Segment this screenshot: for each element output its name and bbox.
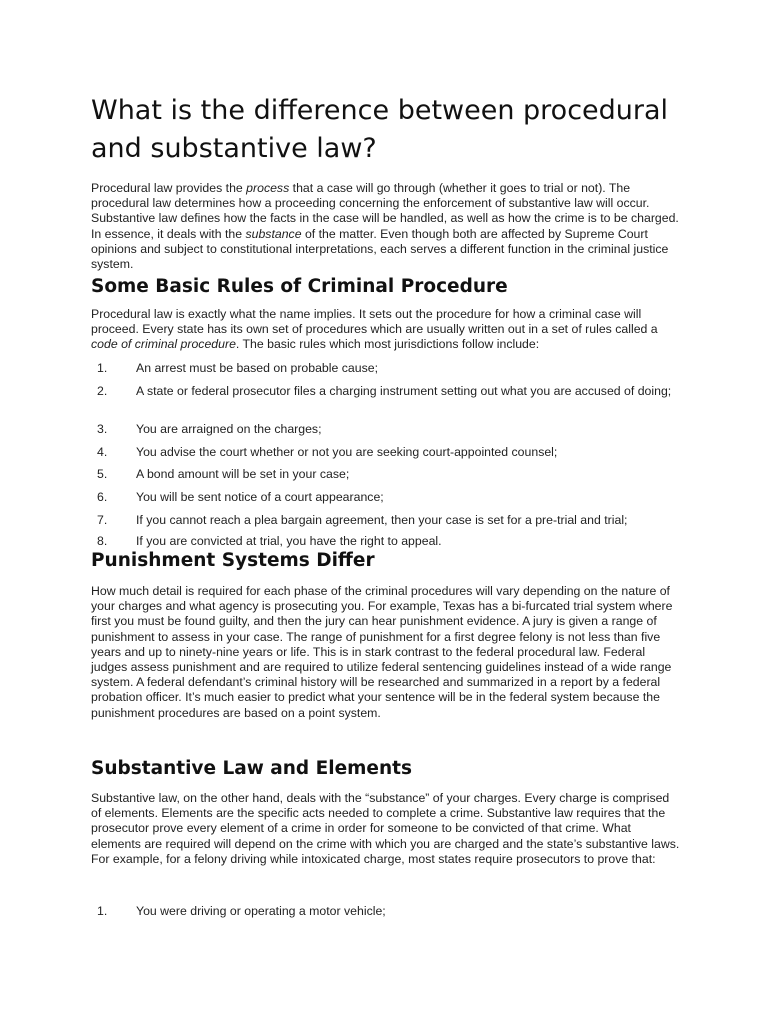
list-item: 2. A state or federal prosecutor files a charging instrument setting out what you are accused of doing; — [97, 384, 672, 398]
list-item: 3. You are arraigned on the charges; — [97, 422, 322, 436]
list-item: 1. An arrest must be based on probable cause; — [97, 361, 378, 375]
section-heading-substantive-law: Substantive Law and Elements — [91, 758, 412, 779]
list-item: 1. You were driving or operating a motor vehicle; — [97, 904, 386, 918]
emphasis-process: process — [246, 181, 290, 195]
page-title: What is the difference between procedural and substantive law? — [91, 95, 669, 164]
intro-paragraph: Procedural law provides the process that a case will go through (whether it goes to trial or not). The procedural law determines how a proceeding concerning the enforcement of substantive law will occur. Substantive law defines how the facts in the case will be handled, as well as how the crime is to be charged. In essence, it deals with the substance of the matter. Even though both are affected by Supreme Court opinions and subject to constitutional interpretations, each serves a different function in the criminal justice system. — [91, 181, 679, 272]
list-item: 5. A bond amount will be set in your case; — [97, 467, 350, 481]
section-heading-punishment: Punishment Systems Differ — [91, 550, 375, 571]
criminal-procedure-paragraph: Procedural law is exactly what the name implies. It sets out the procedure for how a criminal case will proceed. Every state has its own set of procedures which are usually written out in a set of rules called a code of criminal procedure. The basic rules which most jurisdictions follow include: — [91, 307, 658, 352]
punishment-paragraph: How much detail is required for each phase of the criminal procedures will vary depending on the nature of your charges and what agency is prosecuting you. For example, Texas has a bi-furcated trial system where first you must be found guilty, and then the jury can hear punishment evidence. A jury is given a range of punishment to assess in your case. The range of punishment for a first degree felony is not less than five years and up to ninety-nine years or life. This is in stark contrast to the federal procedural law. Federal judges assess punishment and are required to utilize federal sentencing guidelines instead of a wide range system. A federal defendant’s criminal history will be researched and summarized in a report by a federal probation officer. It’s much easier to predict what your sentence will be in the federal system because the punishment procedures are based on a point system. — [91, 584, 673, 720]
emphasis-code: code of criminal procedure — [91, 337, 236, 352]
list-item: 8. If you are convicted at trial, you have the right to appeal. — [97, 534, 442, 548]
list-item: 4. You advise the court whether or not you are seeking court-appointed counsel; — [97, 445, 558, 459]
list-item: 7. If you cannot reach a plea bargain agreement, then your case is set for a pre-trial and trial; — [97, 513, 628, 527]
substantive-law-paragraph: Substantive law, on the other hand, deals with the “substance” of your charges. Every charge is comprised of elements. Elements are the specific acts needed to complete a crime. Substantive law requires that the prosecutor prove every element of a crime in order for someone to be convicted of that crime. What elements are required will depend on the crime with which you are charged and the state’s substantive laws. For example, for a felony driving while intoxicated charge, most states require prosecutors to prove that: — [91, 791, 680, 866]
list-item: 6. You will be sent notice of a court appearance; — [97, 490, 384, 504]
section-heading-criminal-procedure: Some Basic Rules of Criminal Procedure — [91, 276, 508, 297]
emphasis-substance: substance — [245, 226, 302, 241]
